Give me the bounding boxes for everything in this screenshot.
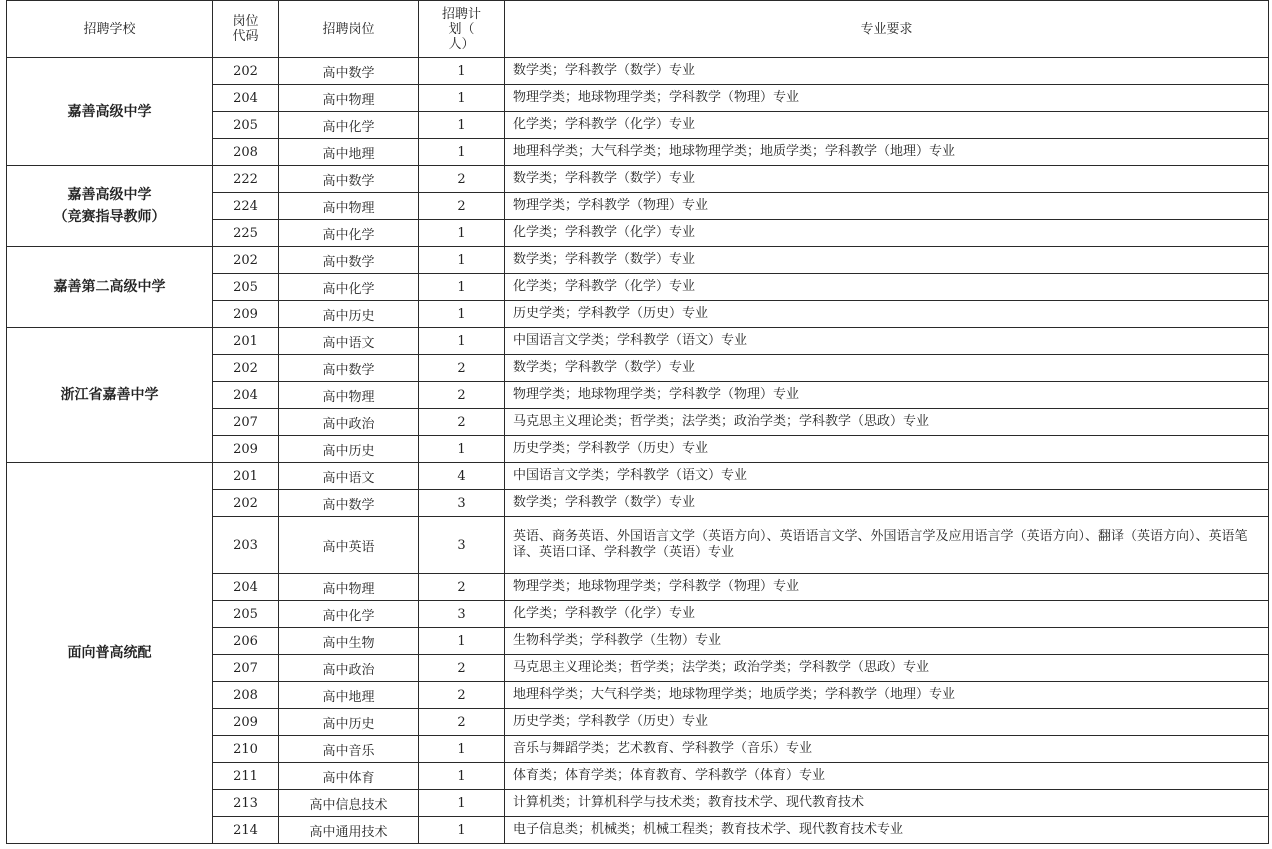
position-code-cell: 209	[213, 436, 279, 463]
position-code-cell: 201	[213, 463, 279, 490]
table-row	[7, 247, 1269, 274]
position-code-cell: 206	[213, 628, 279, 655]
position-name-cell: 高中语文	[279, 463, 419, 490]
position-code-cell: 205	[213, 112, 279, 139]
position-code-cell: 202	[213, 355, 279, 382]
major-requirement-cell: 物理学类；地球物理学类；学科教学（物理）专业	[505, 85, 1269, 112]
major-requirement-cell: 化学类；学科教学（化学）专业	[505, 601, 1269, 628]
position-name-cell: 高中语文	[279, 328, 419, 355]
position-name-cell: 高中数学	[279, 490, 419, 517]
position-code-cell: 207	[213, 409, 279, 436]
position-code-cell: 202	[213, 58, 279, 85]
major-requirement-cell: 历史学类；学科教学（历史）专业	[505, 301, 1269, 328]
school-name-line: 嘉善第二高级中学	[53, 279, 166, 295]
major-requirement-cell: 数学类；学科教学（数学）专业	[505, 247, 1269, 274]
position-name-cell: 高中历史	[279, 436, 419, 463]
plan-count-cell: 3	[419, 601, 505, 628]
position-name-cell: 高中地理	[279, 139, 419, 166]
plan-count-cell: 2	[419, 382, 505, 409]
major-requirement-cell: 英语、商务英语、外国语言文学（英语方向）、英语语言文学、外国语言学及应用语言学（英语方向）、翻译（英语方向）、英语笔译、英语口译、学科教学（英语）专业	[505, 517, 1269, 574]
plan-count-cell: 1	[419, 817, 505, 844]
position-code-cell: 208	[213, 682, 279, 709]
table-row	[7, 58, 1269, 85]
recruitment-table	[6, 0, 1269, 844]
position-name-cell: 高中物理	[279, 193, 419, 220]
position-code-cell: 205	[213, 274, 279, 301]
header-code	[213, 1, 279, 58]
position-code-cell: 209	[213, 709, 279, 736]
major-requirement-cell: 体育类；体育学类；体育教育、学科教学（体育）专业	[505, 763, 1269, 790]
table-row	[7, 328, 1269, 355]
position-name-cell: 高中化学	[279, 274, 419, 301]
plan-count-cell: 2	[419, 682, 505, 709]
school-name-cell	[7, 463, 213, 844]
school-name-line: 嘉善高级中学	[67, 187, 152, 203]
header-school: 招聘学校	[7, 1, 213, 58]
position-name-cell: 高中英语	[279, 517, 419, 574]
plan-count-cell: 1	[419, 763, 505, 790]
major-requirement-cell: 生物科学类；学科教学（生物）专业	[505, 628, 1269, 655]
position-code-cell: 204	[213, 85, 279, 112]
major-requirement-cell: 数学类；学科教学（数学）专业	[505, 355, 1269, 382]
major-requirement-cell: 数学类；学科教学（数学）专业	[505, 490, 1269, 517]
plan-count-cell: 1	[419, 328, 505, 355]
school-name-line: 嘉善高级中学	[67, 103, 152, 120]
position-code-cell: 201	[213, 328, 279, 355]
position-name-cell: 高中体育	[279, 763, 419, 790]
plan-count-cell: 2	[419, 166, 505, 193]
school-name-cell	[7, 247, 213, 328]
major-requirement-cell: 历史学类；学科教学（历史）专业	[505, 436, 1269, 463]
school-name-line: 面向普高统配	[67, 645, 152, 661]
position-name-cell: 高中数学	[279, 166, 419, 193]
position-name-cell: 高中数学	[279, 58, 419, 85]
position-code-cell: 205	[213, 601, 279, 628]
major-requirement-cell: 计算机类；计算机科学与技术类；教育技术学、现代教育技术	[505, 790, 1269, 817]
position-name-cell: 高中历史	[279, 709, 419, 736]
header-plan-line: 划（	[448, 21, 475, 37]
table-row	[7, 166, 1269, 193]
header-code-line: 代码	[232, 29, 259, 44]
position-name-cell: 高中物理	[279, 574, 419, 601]
plan-count-cell: 4	[419, 463, 505, 490]
header-plan-line: 招聘计	[441, 6, 481, 22]
school-name-line: 浙江省嘉善中学	[60, 387, 159, 403]
school-name-cell	[7, 328, 213, 463]
major-requirement-cell: 物理学类；学科教学（物理）专业	[505, 193, 1269, 220]
position-code-cell: 222	[213, 166, 279, 193]
plan-count-cell: 1	[419, 139, 505, 166]
plan-count-cell: 3	[419, 490, 505, 517]
major-requirement-cell: 地理科学类；大气科学类；地球物理学类；地质学类；学科教学（地理）专业	[505, 682, 1269, 709]
plan-count-cell: 2	[419, 709, 505, 736]
position-code-cell: 213	[213, 790, 279, 817]
plan-count-cell: 1	[419, 220, 505, 247]
header-plan-line: 人）	[448, 36, 475, 52]
position-name-cell: 高中信息技术	[279, 790, 419, 817]
position-name-cell: 高中化学	[279, 112, 419, 139]
position-code-cell: 203	[213, 517, 279, 574]
plan-count-cell: 2	[419, 655, 505, 682]
position-code-cell: 211	[213, 763, 279, 790]
position-code-cell: 202	[213, 490, 279, 517]
major-requirement-cell: 物理学类；地球物理学类；学科教学（物理）专业	[505, 574, 1269, 601]
position-name-cell: 高中数学	[279, 355, 419, 382]
major-requirement-cell: 化学类；学科教学（化学）专业	[505, 112, 1269, 139]
position-code-cell: 214	[213, 817, 279, 844]
major-requirement-cell: 马克思主义理论类；哲学类；法学类；政治学类；学科教学（思政）专业	[505, 409, 1269, 436]
position-name-cell: 高中音乐	[279, 736, 419, 763]
position-name-cell: 高中政治	[279, 409, 419, 436]
header-code-line: 岗位	[232, 14, 259, 29]
position-code-cell: 225	[213, 220, 279, 247]
plan-count-cell: 1	[419, 628, 505, 655]
table-row	[7, 463, 1269, 490]
major-requirement-cell: 历史学类；学科教学（历史）专业	[505, 709, 1269, 736]
position-name-cell: 高中物理	[279, 85, 419, 112]
major-requirement-cell: 数学类；学科教学（数学）专业	[505, 58, 1269, 85]
position-code-cell: 210	[213, 736, 279, 763]
position-name-cell: 高中生物	[279, 628, 419, 655]
plan-count-cell: 1	[419, 436, 505, 463]
recruitment-table-container	[6, 0, 1268, 844]
major-requirement-cell: 地理科学类；大气科学类；地球物理学类；地质学类；学科教学（地理）专业	[505, 139, 1269, 166]
plan-count-cell: 1	[419, 58, 505, 85]
major-requirement-cell: 中国语言文学类；学科教学（语文）专业	[505, 463, 1269, 490]
header-plan	[419, 1, 505, 58]
major-requirement-cell: 化学类；学科教学（化学）专业	[505, 274, 1269, 301]
position-code-cell: 204	[213, 382, 279, 409]
position-code-cell: 224	[213, 193, 279, 220]
major-requirement-cell: 音乐与舞蹈学类；艺术教育、学科教学（音乐）专业	[505, 736, 1269, 763]
major-requirement-cell: 物理学类；地球物理学类；学科教学（物理）专业	[505, 382, 1269, 409]
plan-count-cell: 1	[419, 247, 505, 274]
position-name-cell: 高中物理	[279, 382, 419, 409]
plan-count-cell: 2	[419, 193, 505, 220]
header-requirement: 专业要求	[505, 1, 1269, 58]
major-requirement-cell: 电子信息类；机械类；机械工程类；教育技术学、现代教育技术专业	[505, 817, 1269, 844]
position-name-cell: 高中化学	[279, 220, 419, 247]
plan-count-cell: 1	[419, 112, 505, 139]
plan-count-cell: 1	[419, 85, 505, 112]
position-code-cell: 202	[213, 247, 279, 274]
major-requirement-cell: 马克思主义理论类；哲学类；法学类；政治学类；学科教学（思政）专业	[505, 655, 1269, 682]
position-name-cell: 高中地理	[279, 682, 419, 709]
plan-count-cell: 2	[419, 409, 505, 436]
major-requirement-cell: 化学类；学科教学（化学）专业	[505, 220, 1269, 247]
plan-count-cell: 1	[419, 274, 505, 301]
position-code-cell: 207	[213, 655, 279, 682]
plan-count-cell: 1	[419, 790, 505, 817]
position-name-cell: 高中通用技术	[279, 817, 419, 844]
position-name-cell: 高中政治	[279, 655, 419, 682]
table-header-row	[7, 1, 1269, 58]
school-name-cell	[7, 166, 213, 247]
position-code-cell: 208	[213, 139, 279, 166]
position-name-cell: 高中化学	[279, 601, 419, 628]
plan-count-cell: 3	[419, 517, 505, 574]
header-position: 招聘岗位	[279, 1, 419, 58]
table-body	[7, 58, 1269, 844]
plan-count-cell: 1	[419, 736, 505, 763]
school-name-cell	[7, 58, 213, 166]
school-name-line: （竞赛指导教师）	[53, 209, 166, 225]
position-code-cell: 204	[213, 574, 279, 601]
major-requirement-cell: 数学类；学科教学（数学）专业	[505, 166, 1269, 193]
plan-count-cell: 2	[419, 355, 505, 382]
position-code-cell: 209	[213, 301, 279, 328]
plan-count-cell: 1	[419, 301, 505, 328]
position-name-cell: 高中数学	[279, 247, 419, 274]
position-name-cell: 高中历史	[279, 301, 419, 328]
plan-count-cell: 2	[419, 574, 505, 601]
major-requirement-cell: 中国语言文学类；学科教学（语文）专业	[505, 328, 1269, 355]
